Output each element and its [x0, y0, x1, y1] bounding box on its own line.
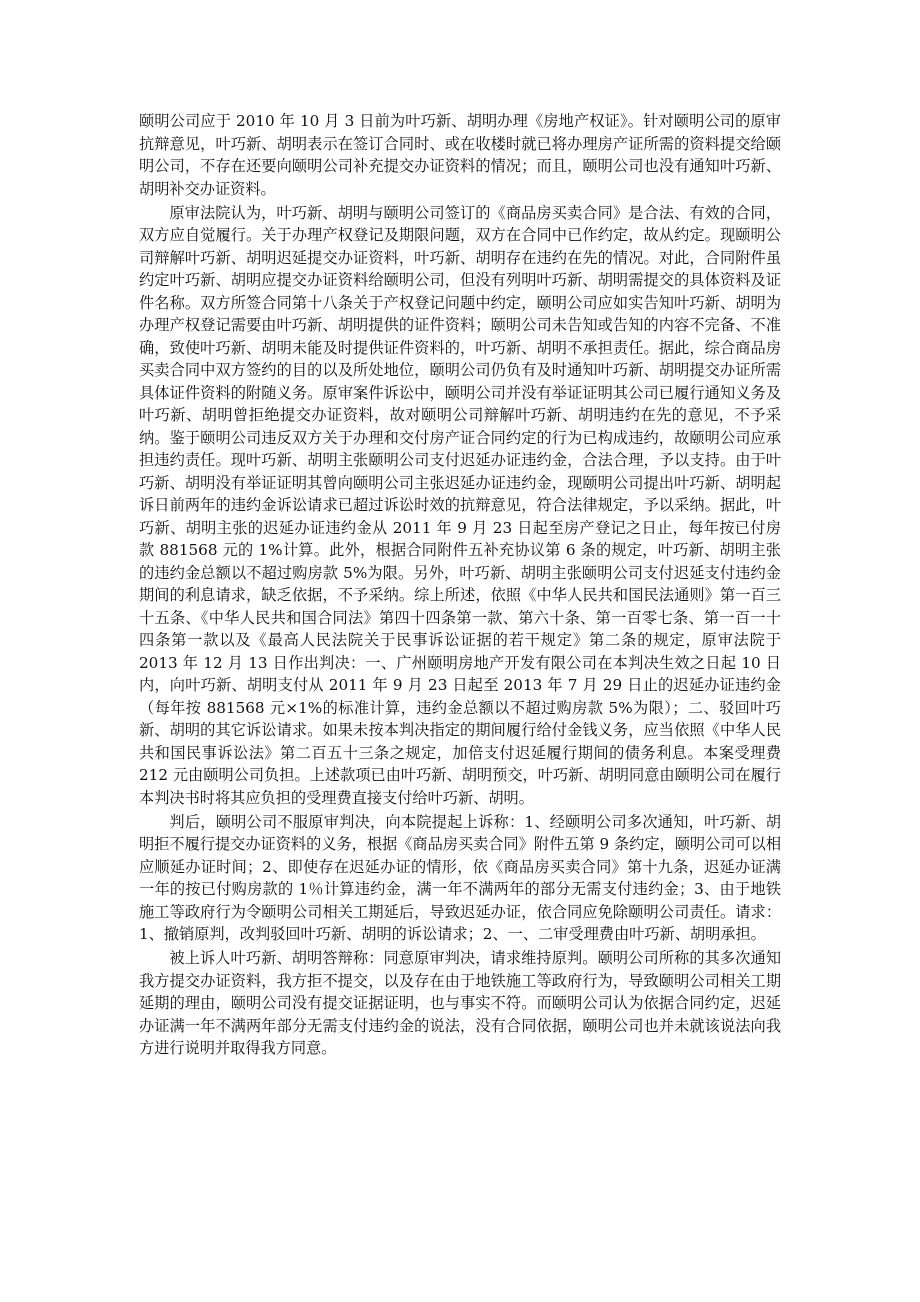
paragraph-1: 颐明公司应于 2010 年 10 月 3 日前为叶巧新、胡明办理《房地产权证》。针对颐明公司的原审抗辩意见，叶巧新、胡明表示在签订合同时、或在收楼时就已将办理房产证所需的资料提交给颐明公司，不存在还要向颐明公司补充提交办证资料的情况；而且，颐明公司也没有通知叶巧新、胡明补交办证资料。 [139, 112, 781, 198]
paragraph-2: 原审法院认为，叶巧新、胡明与颐明公司签订的《商品房买卖合同》是合法、有效的合同，双方应自觉履行。关于办理产权登记及期限问题，双方在合同中已作约定，故从约定。现颐明公司辩解叶巧新、胡明迟延提交办证资料，叶巧新、胡明存在违约在先的情况。对此，合同附件虽约定叶巧新、胡明应提交办证资料给颐明公司，但没有列明叶巧新、胡明需提交的具体资料及证件名称。双方所签合同第十八条关于产权登记问题中约定，颐明公司应如实告知叶巧新、胡明为办理产权登记需要由叶巧新、胡明提供的证件资料；颐明公司未告知或告知的内容不完备、不准确，致使叶巧新、胡明未能及时提供证件资料的，叶巧新、胡明不承担责任。据此，综合商品房买卖合同中双方签约的目的以及所处地位，颐明公司仍负有及时通知叶巧新、胡明提交办证所需具体证件资料的附随义务。原审案件诉讼中，颐明公司并没有举证证明其公司已履行通知义务及叶巧新、胡明曾拒绝提交办证资料，故对颐明公司辩解叶巧新、胡明违约在先的意见，不予采纳。鉴于颐明公司违反双方关于办理和交付房产证合同约定的行为已构成违约，故颐明公司应承担违约责任。现叶巧新、胡明主张颐明公司支付迟延办证违约金，合法合理，予以支持。由于叶巧新、胡明没有举证证明其曾向颐明公司主张迟延办证违约金，现颐明公司提出叶巧新、胡明起诉日前两年的违约金诉讼请求已超过诉讼时效的抗辩意见，符合法律规定，予以采纳。据此，叶巧新、胡明主张的迟延办证违约金从 2011 年 9 月 23 日起至房产登记之日止，每年按已付房款 881568 元的 1%计算。此外，根据合同附件五补充协议第 6 条的规定，叶巧新、胡明主张的违约金总额以不超过购房款 5%为限。另外，叶巧新、胡明主张颐明公司支付迟延支付违约金期间的利息请求，缺乏依据，不予采纳。综上所述，依照《中华人民共和国民法通则》第一百三十五条、《中华人民共和国合同法》第四十四条第一款、第六十条、第一百零七条、第一百一十四条第一款以及《最高人民法院关于民事诉讼证据的若干规定》第二条的规定，原审法院于 2013 年 12 月 13 日作出判决：一、广州颐明房地产开发有限公司在本判决生效之日起 10 日内，向叶巧新、胡明支付从 2011 年 9 月 23 日起至 2013 年 7 月 29 日止的迟延办证违约金（每年按 881568 元×1%的标准计算，违约金总额以不超过购房款 5%为限）；二、驳回叶巧新、胡明的其它诉讼请求。如果未按本判决指定的期间履行给付金钱义务，应当依照《中华人民共和国民事诉讼法》第二百五十三条之规定，加倍支付迟延履行期间的债务利息。本案受理费 212 元由颐明公司负担。上述款项已由叶巧新、胡明预交，叶巧新、胡明同意由颐明公司在履行本判决书时将其应负担的受理费直接支付给叶巧新、胡明。 [139, 203, 781, 807]
paragraph-4: 被上诉人叶巧新、胡明答辩称：同意原审判决，请求维持原判。颐明公司所称的其多次通知我方提交办证资料，我方拒不提交，以及存在由于地铁施工等政府行为，导致颐明公司相关工期延期的理由，颐明公司没有提交证据证明，也与事实不符。而颐明公司认为依据合同约定，迟延办证满一年不满两年部分无需支付违约金的说法，没有合同依据，颐明公司也并未就该说法向我方进行说明并取得我方同意。 [139, 949, 781, 1057]
document-page [139, 110, 781, 1061]
paragraph-3: 判后，颐明公司不服原审判决，向本院提起上诉称：1、经颐明公司多次通知，叶巧新、胡明拒不履行提交办证资料的义务，根据《商品房买卖合同》附件五第 9 条约定，颐明公司可以相应顺延办证时间；2、即使存在迟延办证的情形，依《商品房买卖合同》第十九条，迟延办证满一年的按已付购房款的 1％计算违约金，满一年不满两年的部分无需支付违约金；3、由于地铁施工等政府行为令颐明公司相关工期延后，导致迟延办证，依合同应免除颐明公司责任。请求：1、撤销原判，改判驳回叶巧新、胡明的诉讼请求；2、一、二审受理费由叶巧新、胡明承担。 [139, 812, 782, 943]
